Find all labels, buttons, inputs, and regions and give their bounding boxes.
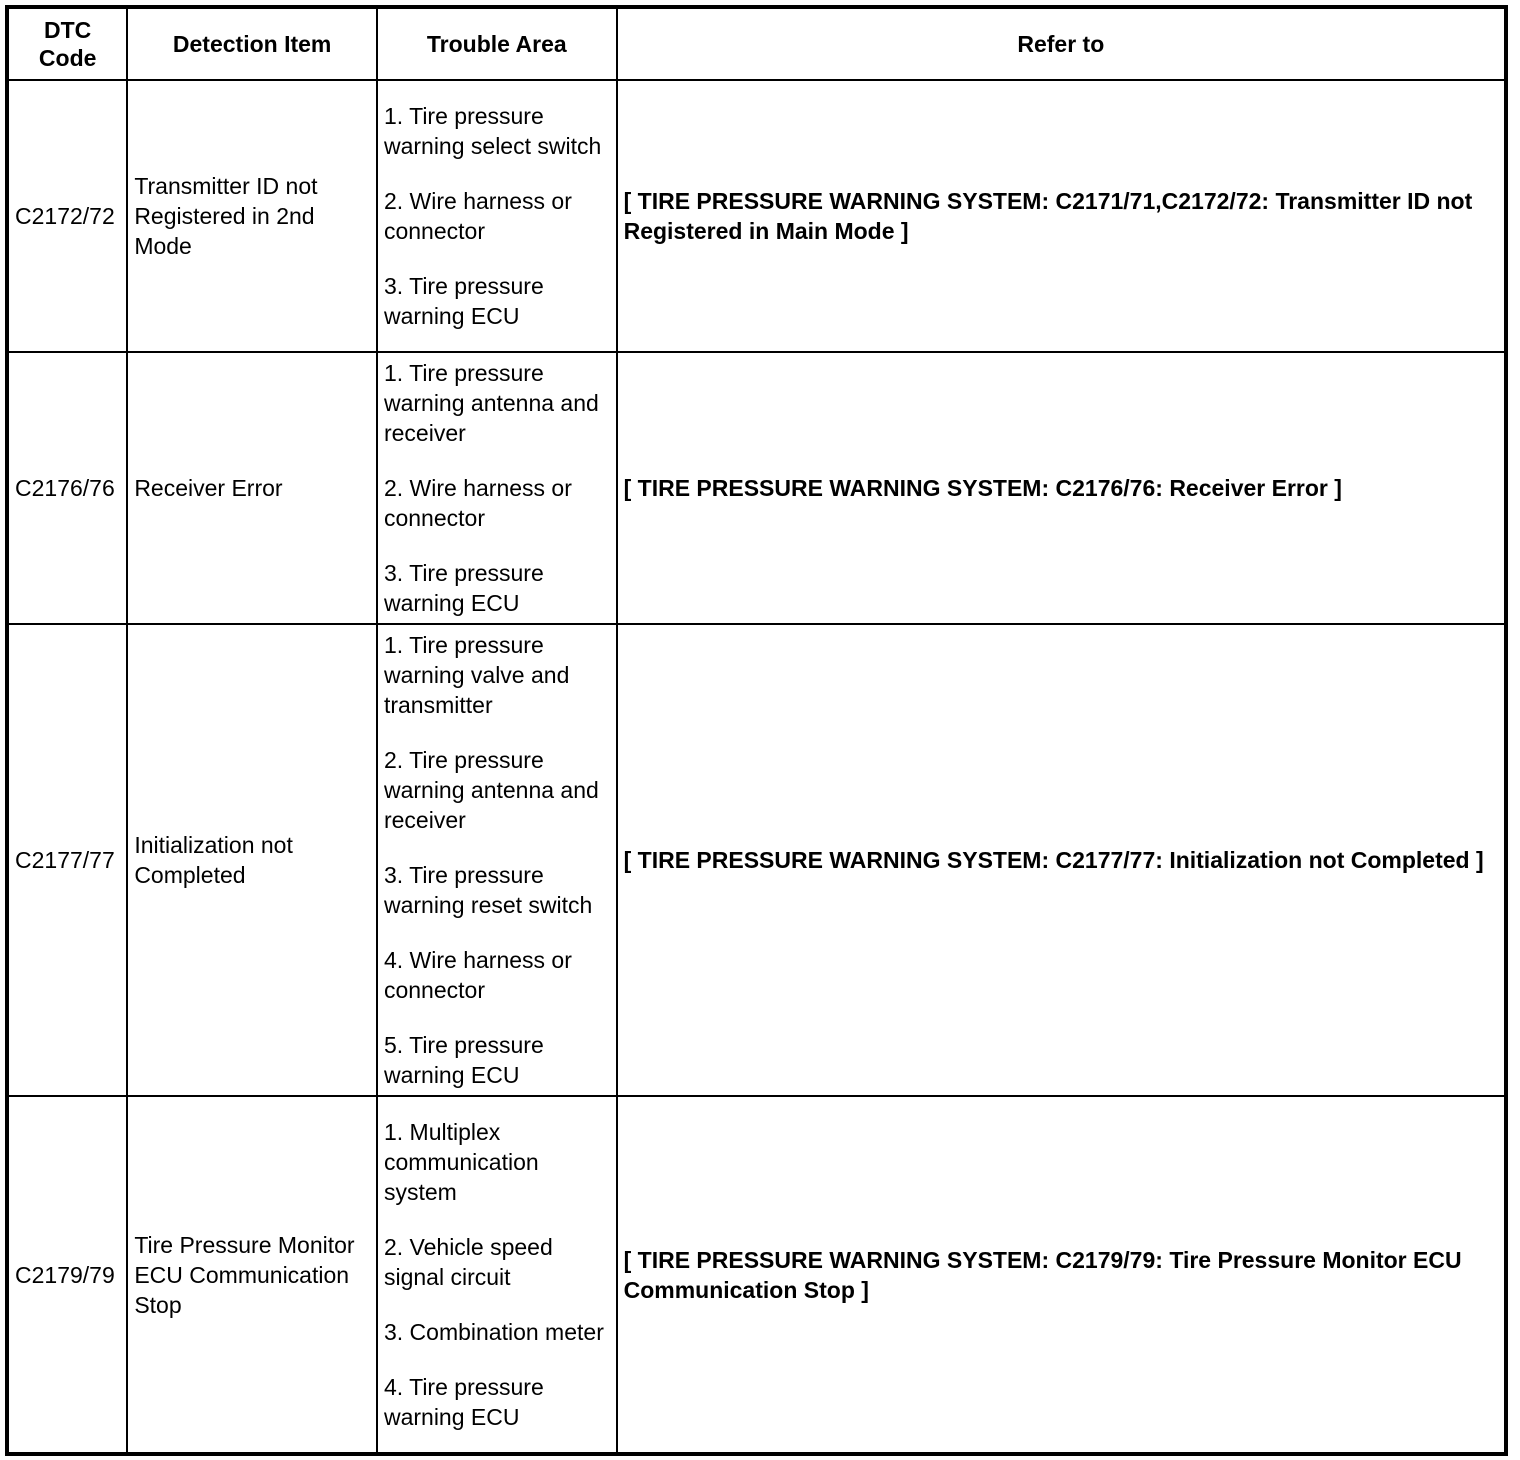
detection-item-cell: Tire Pressure Monitor ECU Communication Stop — [127, 1096, 377, 1454]
dtc-code-cell: C2172/72 — [7, 80, 127, 352]
trouble-area-item: 5. Tire pressure warning ECU — [383, 1032, 544, 1088]
dtc-code-cell: C2176/76 — [7, 352, 127, 624]
refer-to-link[interactable]: [ TIRE PRESSURE WARNING SYSTEM: C2179/79: Tire Pressure Monitor ECU Communication Stop ] — [617, 1096, 1506, 1454]
trouble-area-item: 3. Tire pressure warning reset switch — [383, 862, 593, 918]
trouble-area-item: 2. Wire harness or connector — [383, 188, 572, 244]
table-row — [7, 1096, 1506, 1454]
trouble-area-item: 3. Tire pressure warning ECU — [383, 273, 544, 329]
dtc-table — [5, 5, 1508, 1456]
detection-item-cell: Transmitter ID not Registered in 2nd Mode — [127, 80, 377, 352]
table-row — [7, 80, 1506, 352]
trouble-area-item: 1. Tire pressure warning antenna and receiver — [383, 360, 599, 446]
trouble-area-item: 2. Vehicle speed signal circuit — [383, 1234, 553, 1290]
trouble-area-item: 4. Wire harness or connector — [383, 947, 572, 1003]
detection-item-cell: Receiver Error — [127, 352, 377, 624]
trouble-area-item: 1. Multiplex communication system — [383, 1119, 539, 1205]
trouble-area-item: 4. Tire pressure warning ECU — [383, 1374, 544, 1430]
table-row — [7, 624, 1506, 1096]
header-refer-to: Refer to — [617, 7, 1506, 80]
refer-to-link[interactable]: [ TIRE PRESSURE WARNING SYSTEM: C2177/77: Initialization not Completed ] — [617, 624, 1506, 1096]
header-row — [7, 7, 1506, 80]
header-trouble-area: Trouble Area — [377, 7, 617, 80]
refer-to-link[interactable]: [ TIRE PRESSURE WARNING SYSTEM: C2171/71,C2172/72: Transmitter ID not Registered in Main Mode ] — [617, 80, 1506, 352]
header-detection-item: Detection Item — [127, 7, 377, 80]
trouble-area-cell — [377, 80, 617, 352]
trouble-area-cell — [377, 352, 617, 624]
refer-to-link[interactable]: [ TIRE PRESSURE WARNING SYSTEM: C2176/76: Receiver Error ] — [617, 352, 1506, 624]
trouble-area-item: 3. Combination meter — [383, 1319, 604, 1345]
table-row — [7, 352, 1506, 624]
trouble-area-item: 3. Tire pressure warning ECU — [383, 560, 544, 616]
trouble-area-item: 2. Tire pressure warning antenna and receiver — [383, 747, 599, 833]
trouble-area-item: 1. Tire pressure warning select switch — [383, 103, 602, 159]
detection-item-cell: Initialization not Completed — [127, 624, 377, 1096]
trouble-area-item: 1. Tire pressure warning valve and transmitter — [383, 632, 570, 718]
header-dtc-code: DTC Code — [7, 7, 127, 80]
dtc-code-cell: C2177/77 — [7, 624, 127, 1096]
trouble-area-cell — [377, 624, 617, 1096]
trouble-area-item: 2. Wire harness or connector — [383, 475, 572, 531]
trouble-area-cell — [377, 1096, 617, 1454]
dtc-code-cell: C2179/79 — [7, 1096, 127, 1454]
